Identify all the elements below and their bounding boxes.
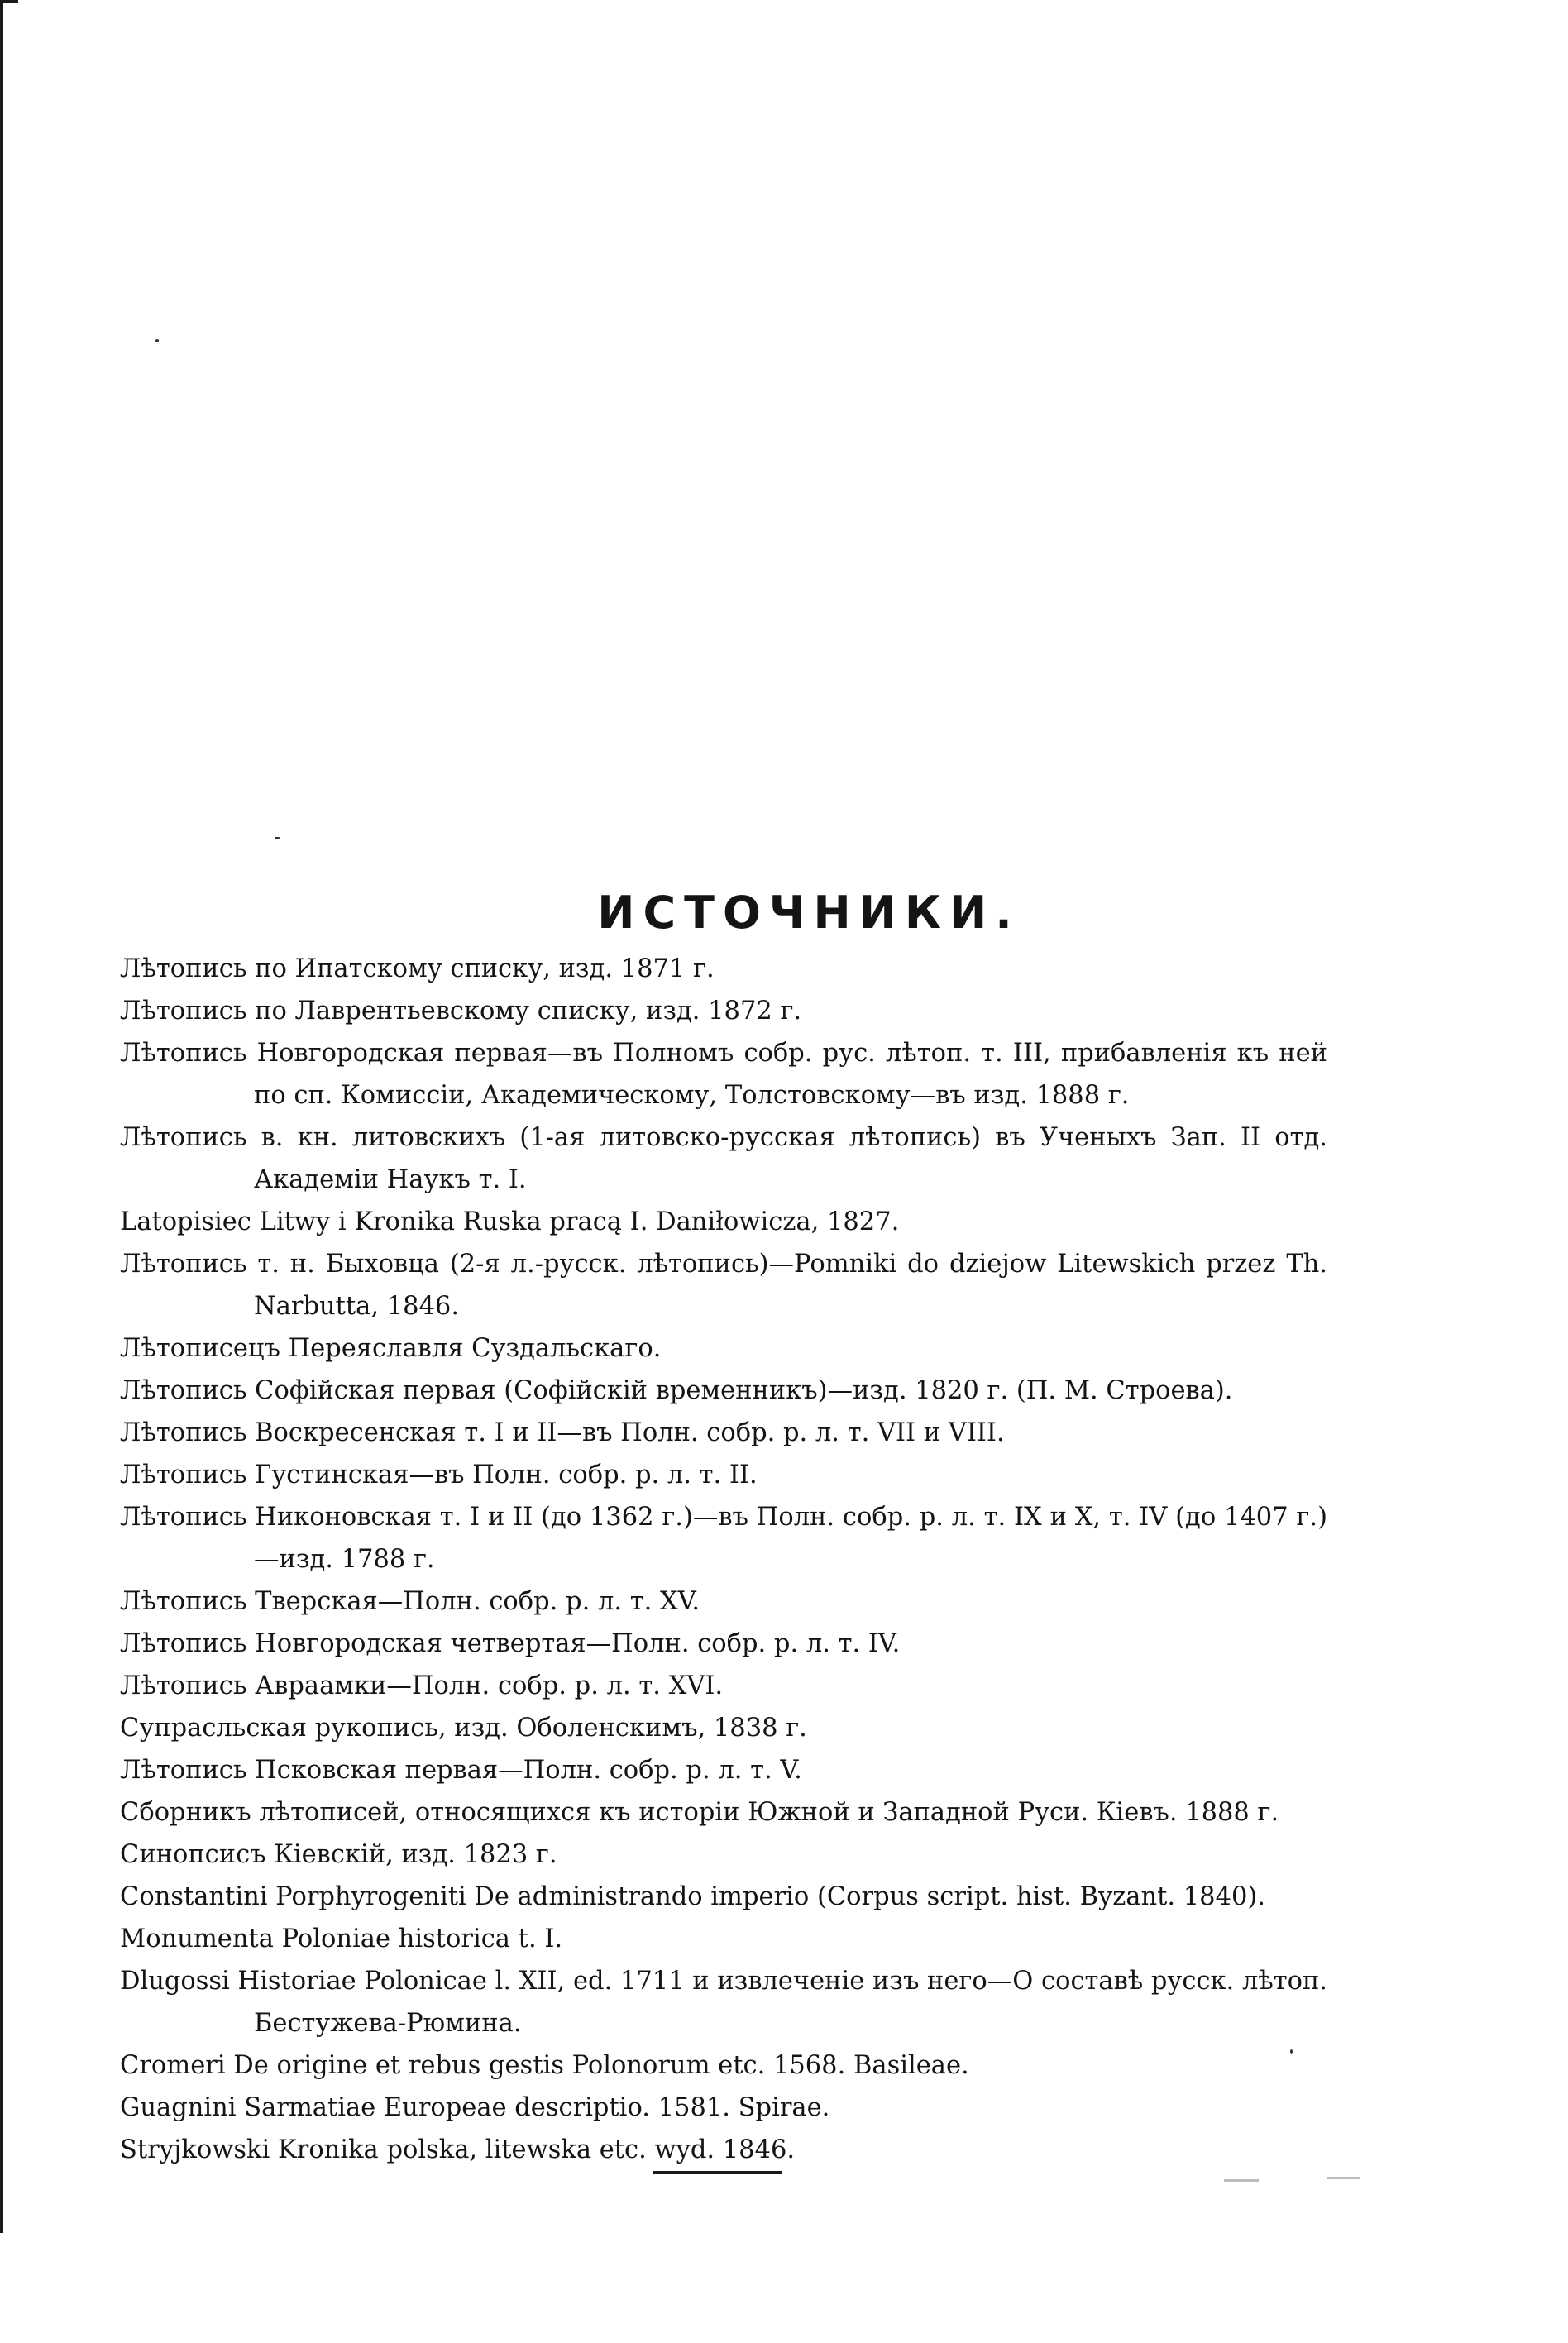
sources-list — [120, 948, 1327, 2171]
source-entry: Лѣтопись по Лаврентьевскому списку, изд. 1872 г. — [120, 997, 802, 1026]
faint-mark — [1224, 2179, 1259, 2182]
source-entry: Лѣтопись Авраамки—Полн. собр. р. л. т. XVI. — [120, 1671, 724, 1700]
source-entry: Лѣтопись Софійская первая (Софійскій временникъ)—изд. 1820 г. (П. М. Строева). — [120, 1376, 1233, 1405]
source-entry: Сборникъ лѣтописей, относящихся къ исторіи Южной и Западной Руси. Кіевъ. 1888 г. — [120, 1798, 1279, 1827]
source-entry: Dlugossi Historiae Polonicae l. XII, ed. 1711 и извлеченіе изъ него—О составѣ русск. лѣтоп. Бестужева-Рюмина. — [120, 1967, 1327, 2038]
source-entry: Синопсисъ Кіевскій, изд. 1823 г. — [120, 1840, 557, 1869]
page-title: ИСТОЧНИКИ. — [597, 887, 1021, 940]
source-entry: Cromeri De origine et rebus gestis Polonorum etc. 1568. Basileae. — [120, 2051, 969, 2080]
source-entry: Лѣтопись Никоновская т. I и II (до 1362 г.)—въ Полн. собр. р. л. т. IX и X, т. IV (до 1407 г.)—изд. 1788 г. — [120, 1503, 1327, 1574]
source-entry: Лѣтопись Новгородская четвертая—Полн. собр. р. л. т. IV. — [120, 1629, 901, 1658]
source-entry: Лѣтопись по Ипатскому списку, изд. 1871 г. — [120, 954, 715, 983]
ink-speck — [155, 339, 159, 342]
faint-mark — [1327, 2177, 1360, 2179]
source-entry: Stryjkowski Kronika polska, litewska etc. wyd. 1846. — [120, 2135, 796, 2164]
source-entry: Лѣтопись Густинская—въ Полн. собр. р. л. т. II. — [120, 1461, 758, 1489]
source-entry: Latopisiec Litwy i Kronika Ruska pracą I. Daniłowicza, 1827. — [120, 1207, 900, 1236]
ink-speck — [275, 837, 280, 839]
source-entry: Лѣтопись т. н. Быховца (2-я л.-русск. лѣтопись)—Pomniki do dziejow Litewskich przez Th. Narbutta, 1846. — [120, 1250, 1327, 1321]
source-entry: Guagnini Sarmatiae Europeae descriptio. 1581. Spirae. — [120, 2093, 830, 2122]
scan-left-edge — [0, 0, 8, 2233]
source-entry: Лѣтопись Псковская первая—Полн. собр. р. л. т. V. — [120, 1756, 802, 1785]
source-entry: Лѣтопись Воскресенская т. I и II—въ Полн. собр. р. л. т. VII и VIII. — [120, 1418, 1005, 1447]
source-entry: Лѣтопись в. кн. литовскихъ (1-ая литовско-русская лѣтопись) въ Ученыхъ Зап. II отд. Академіи Наукъ т. I. — [120, 1123, 1327, 1194]
source-entry: Monumenta Poloniae historica t. I. — [120, 1925, 563, 1953]
source-entry: Лѣтописецъ Переяславля Суздальскаго. — [120, 1334, 662, 1363]
source-entry: Супрасльская рукопись, изд. Оболенскимъ, 1838 г. — [120, 1714, 807, 1743]
source-entry: Лѣтопись Тверская—Полн. собр. р. л. т. XV. — [120, 1587, 700, 1616]
closing-rule — [653, 2171, 782, 2174]
scan-top-corner — [0, 0, 18, 3]
source-entry: Лѣтопись Новгородская первая—въ Полномъ собр. рус. лѣтоп. т. III, прибавленія къ ней по сп. Комиссіи, Академическому, Толстовскому—въ изд. 1888 г. — [120, 1039, 1327, 1110]
source-entry: Constantini Porphyrogeniti De administrando imperio (Corpus script. hist. Byzant. 1840). — [120, 1882, 1265, 1911]
